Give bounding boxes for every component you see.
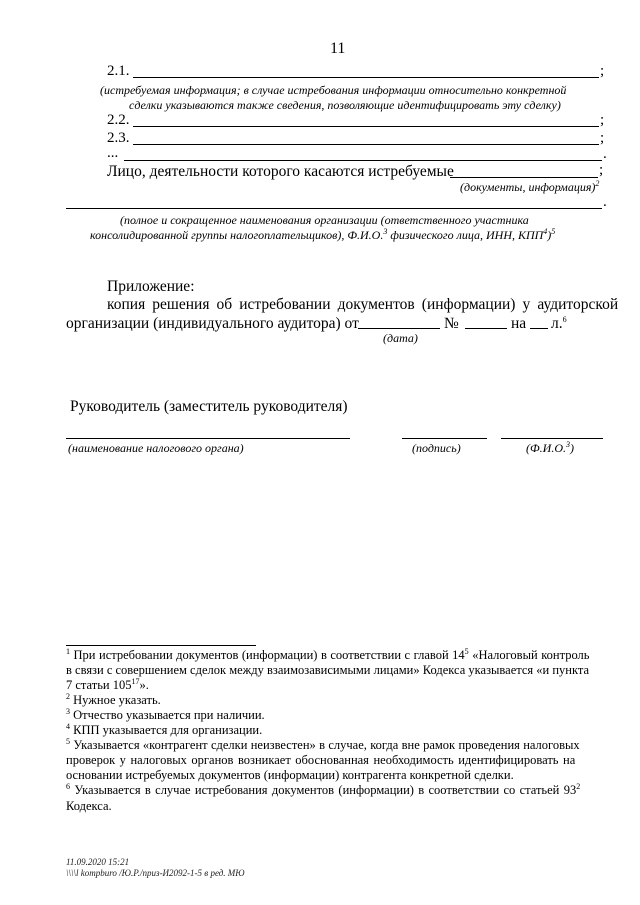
page-number: 11	[330, 40, 346, 57]
attachment-title: Приложение:	[107, 278, 195, 295]
head-org-note: (наименование налогового органа)	[68, 441, 244, 455]
item-ellipsis-line	[124, 160, 602, 161]
attachment-number-sign: №	[444, 315, 459, 332]
footnote-6-line1: $^6$ Указывается в случае истребования документов (информации) в соответствии со статьей $93^2$	[66, 781, 581, 797]
footnote-5-line1: $^5$ Указывается «контрагент сделки неизвестен» в случае, когда вне рамок проведения налоговых	[66, 736, 580, 752]
item-2-1-number: 2.1.	[107, 63, 130, 79]
head-fio-note: (Ф.И.О.$^3$)	[526, 440, 574, 455]
footnote-2: $^2$ Нужное указать.	[66, 691, 161, 707]
person-text: Лицо, деятельности которого касаются истребуемые	[107, 163, 454, 180]
attachment-pages: л.$^6$	[551, 314, 567, 332]
item-2-3-end: ;	[600, 130, 605, 146]
head-title: Руководитель (заместитель руководителя)	[70, 398, 348, 415]
footnote-divider	[66, 645, 256, 646]
item-2-1-end: ;	[600, 63, 605, 79]
footnote-1-line2: в связи с совершением сделок между взаимозависимыми лицами» Кодекса указывается «и пункта	[66, 663, 590, 677]
organization-end: .	[603, 194, 607, 210]
item-2-2-number: 2.2.	[107, 112, 130, 128]
file-path: \\\\l kompburo /Ю.Р./приз-И2092-1-5 в ред. МЮ	[66, 868, 245, 878]
item-note-line1: (истребуемая информация; в случае истребования информации относительно конкретной	[100, 83, 567, 97]
print-timestamp: 11.09.2020 15:21	[66, 857, 130, 867]
head-sign-note: (подпись)	[412, 441, 461, 455]
person-note: (документы, информация)$^2$	[460, 179, 600, 194]
org-note-line2: консолидированной группы налогоплательщиков), Ф.И.О.$^3$ физического лица, ИНН, КПП$^4$)$^5$	[90, 227, 556, 242]
attachment-date-line	[358, 328, 440, 329]
item-ellipsis-end: .	[603, 146, 607, 162]
footnote-5-line3: основании истребуемых документов (информации) контрагента конкретной сделки.	[66, 768, 514, 782]
attachment-number-line	[465, 328, 507, 329]
footnote-1-line1: $^1$ При истребовании документов (информации) в соответствии с главой $14^5$ «Налоговый контроль	[66, 646, 590, 662]
head-sign-line	[402, 438, 487, 439]
attachment-na: на	[511, 315, 527, 332]
item-ellipsis-number: ...	[107, 145, 119, 161]
attachment-pages-line	[530, 328, 548, 329]
org-note-line1: (полное и сокращенное наименования организации (ответственного участника	[120, 213, 529, 227]
item-note-line2: сделки указываются также сведения, позволяющие идентифицировать эту сделку)	[129, 98, 561, 112]
footnote-6-line2: Кодекса.	[66, 799, 112, 813]
item-2-3-line	[133, 144, 599, 145]
person-line	[450, 177, 598, 178]
footnote-1-line3: 7 статьи $105^{17}$».	[66, 676, 149, 692]
head-fio-line	[501, 438, 603, 439]
footnote-4: $^4$ КПП указывается для организации.	[66, 721, 263, 737]
footnote-3: $^3$ Отчество указывается при наличии.	[66, 706, 265, 722]
attachment-date-note: (дата)	[383, 331, 418, 345]
item-2-2-line	[133, 126, 599, 127]
footnote-5-line2: проверок у налоговых органов возникает обоснованная необходимость идентифицировать на	[66, 753, 576, 767]
attachment-line2: организации (индивидуального аудитора) от	[66, 315, 359, 332]
item-2-1-line	[133, 77, 599, 78]
item-2-3-number: 2.3.	[107, 130, 130, 146]
attachment-line1: копия решения об истребовании документов (информации) у аудиторской	[107, 296, 619, 313]
organization-line	[66, 208, 602, 209]
item-2-2-end: ;	[600, 112, 605, 128]
person-end: ;	[599, 162, 604, 178]
head-org-line	[66, 438, 350, 439]
